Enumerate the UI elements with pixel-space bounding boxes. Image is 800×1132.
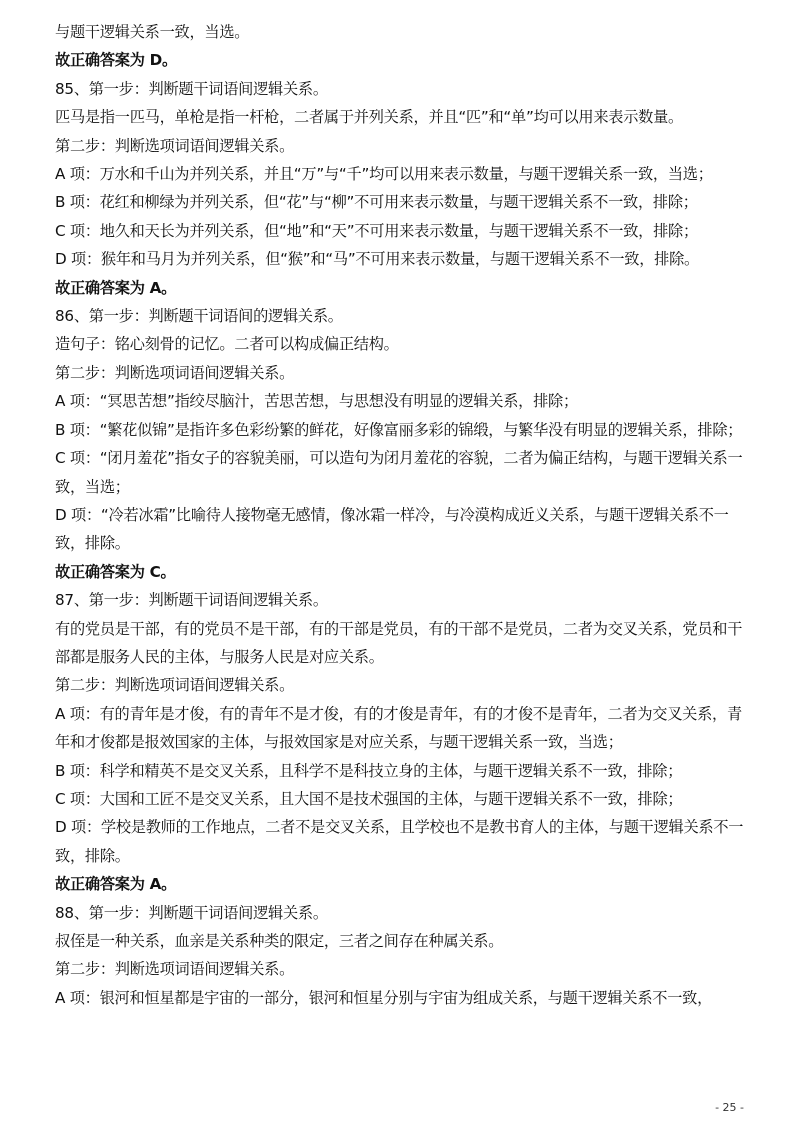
text-paragraph: 88、第一步：判断题干词语间逻辑关系。 <box>55 903 328 922</box>
text-paragraph: A 项：“冥思苦想”指绞尽脑汁，苦思苦想，与思想没有明显的逻辑关系，排除； <box>55 392 578 411</box>
text-paragraph: A 项：万水和千山为并列关系，并且“万”与“千”均可以用来表示数量，与题干逻辑关系一致，当选； <box>55 165 713 184</box>
text-paragraph: C 项：大国和工匠不是交叉关系，且大国不是技术强国的主体，与题干逻辑关系不一致，排除； <box>55 789 683 808</box>
answer-line: 故正确答案为 C。 <box>55 562 176 581</box>
text-paragraph: 第二步：判断选项词语间逻辑关系。 <box>55 960 294 979</box>
answer-line: 故正确答案为 A。 <box>55 875 177 894</box>
text-paragraph: A 项：有的青年是才俊，有的青年不是才俊，有的才俊是青年，有的才俊不是青年，二者为交叉关系，青年和才俊都是报效国家的主体，与报效国家是对应关系，与题干逻辑关系一致，当选； <box>55 704 742 752</box>
text-paragraph: 85、第一步：判断题干词语间逻辑关系。 <box>55 79 328 98</box>
text-paragraph: 造句子：铭心刻骨的记忆。二者可以构成偏正结构。 <box>55 335 399 354</box>
text-paragraph: C 项：“闭月羞花”指女子的容貌美丽，可以造句为闭月羞花的容貌，二者为偏正结构，与题干逻辑关系一致，当选； <box>55 449 743 496</box>
text-paragraph: 87、第一步：判断题干词语间逻辑关系。 <box>55 591 328 610</box>
text-paragraph: B 项：科学和精英不是交叉关系，且科学不是科技立身的主体，与题干逻辑关系不一致，排除； <box>55 761 683 780</box>
text-paragraph: D 项：学校是教师的工作地点，二者不是交叉关系，且学校也不是教书育人的主体，与题干逻辑关系不一致，排除。 <box>55 818 744 865</box>
answer-line: 故正确答案为 A。 <box>55 278 177 297</box>
text-paragraph: 与题干逻辑关系一致，当选。 <box>55 23 250 41</box>
page-number: - 25 - <box>715 1101 744 1114</box>
text-paragraph: B 项：花红和柳绿为并列关系，但“花”与“柳”不可用来表示数量，与题干逻辑关系不一致，排除； <box>55 193 698 212</box>
answer-line: 故正确答案为 D。 <box>55 51 177 70</box>
text-paragraph: D 项：“冷若冰霜”比喻待人接物毫无感情，像冰霜一样冷，与冷漠构成近义关系，与题干逻辑关系不一致，排除。 <box>55 505 729 553</box>
text-paragraph: 有的党员是干部，有的党员不是干部，有的干部是党员，有的干部不是党员，二者为交叉关系，党员和干部都是服务人民的主体，与服务人民是对应关系。 <box>55 619 743 666</box>
text-paragraph: 第二步：判断选项词语间逻辑关系。 <box>55 363 294 382</box>
text-paragraph: 86、第一步：判断题干词语间的逻辑关系。 <box>55 307 343 326</box>
text-paragraph: 第二步：判断选项词语间逻辑关系。 <box>55 676 294 695</box>
text-paragraph: B 项：“繁花似锦”是指许多色彩纷繁的鲜花，好像富丽多彩的锦缎，与繁华没有明显的逻辑关系，排除； <box>55 420 743 439</box>
text-paragraph: C 项：地久和天长为并列关系，但“地”和“天”不可用来表示数量，与题干逻辑关系不一致，排除； <box>55 221 698 240</box>
text-paragraph: A 项：银河和恒星都是宇宙的一部分，银河和恒星分别与宇宙为组成关系，与题干逻辑关系不一致， <box>55 988 713 1007</box>
text-paragraph: 叔侄是一种关系，血亲是关系种类的限定，三者之间存在种属关系。 <box>55 932 504 950</box>
document-body <box>55 18 755 1012</box>
text-paragraph: D 项：猴年和马月为并列关系，但“猴”和“马”不可用来表示数量，与题干逻辑关系不一致，排除。 <box>55 250 699 269</box>
text-paragraph: 第二步：判断选项词语间逻辑关系。 <box>55 136 294 155</box>
text-paragraph: 匹马是指一匹马，单枪是指一杆枪，二者属于并列关系，并且“匹”和“单”均可以用来表示数量。 <box>55 108 683 127</box>
